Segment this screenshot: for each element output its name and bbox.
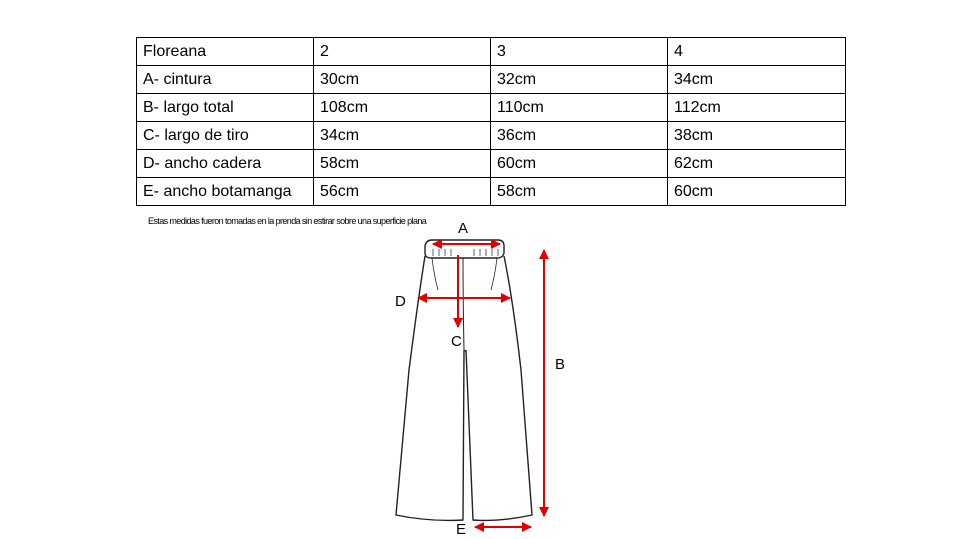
table-cell: 38cm bbox=[668, 122, 846, 150]
table-cell: 110cm bbox=[491, 94, 668, 122]
header-cell: 2 bbox=[314, 38, 491, 66]
measure-label: A- cintura bbox=[137, 66, 314, 94]
table-cell: 62cm bbox=[668, 150, 846, 178]
waistband-gathers bbox=[433, 249, 498, 256]
center-seam bbox=[463, 258, 466, 351]
right-leg bbox=[466, 256, 532, 520]
table-cell: 60cm bbox=[491, 150, 668, 178]
label-e: E bbox=[456, 521, 467, 538]
measure-label: E- ancho botamanga bbox=[137, 178, 314, 206]
pocket-line bbox=[432, 258, 497, 290]
table-cell: 36cm bbox=[491, 122, 668, 150]
header-cell: 4 bbox=[668, 38, 846, 66]
table-cell: 56cm bbox=[314, 178, 491, 206]
table-cell: 34cm bbox=[314, 122, 491, 150]
table-cell: 108cm bbox=[314, 94, 491, 122]
table-cell: 32cm bbox=[491, 66, 668, 94]
label-b: B bbox=[555, 356, 566, 373]
table-cell: 30cm bbox=[314, 66, 491, 94]
table-cell: 58cm bbox=[314, 150, 491, 178]
label-c: C bbox=[451, 333, 462, 350]
left-leg bbox=[396, 256, 464, 520]
measure-label: B- largo total bbox=[137, 94, 314, 122]
measure-label: D- ancho cadera bbox=[137, 150, 314, 178]
table-cell: 34cm bbox=[668, 66, 846, 94]
measurement-note: Estas medidas fueron tomadas en la prenda sin estirar sobre una superficie plana bbox=[148, 216, 427, 226]
pants-illustration bbox=[396, 240, 532, 520]
header-cell: Floreana bbox=[137, 38, 314, 66]
label-a: A bbox=[458, 220, 469, 237]
table-cell: 60cm bbox=[668, 178, 846, 206]
table-cell: 112cm bbox=[668, 94, 846, 122]
header-cell: 3 bbox=[491, 38, 668, 66]
label-d: D bbox=[395, 293, 406, 310]
table-cell: 58cm bbox=[491, 178, 668, 206]
measure-label: C- largo de tiro bbox=[137, 122, 314, 150]
